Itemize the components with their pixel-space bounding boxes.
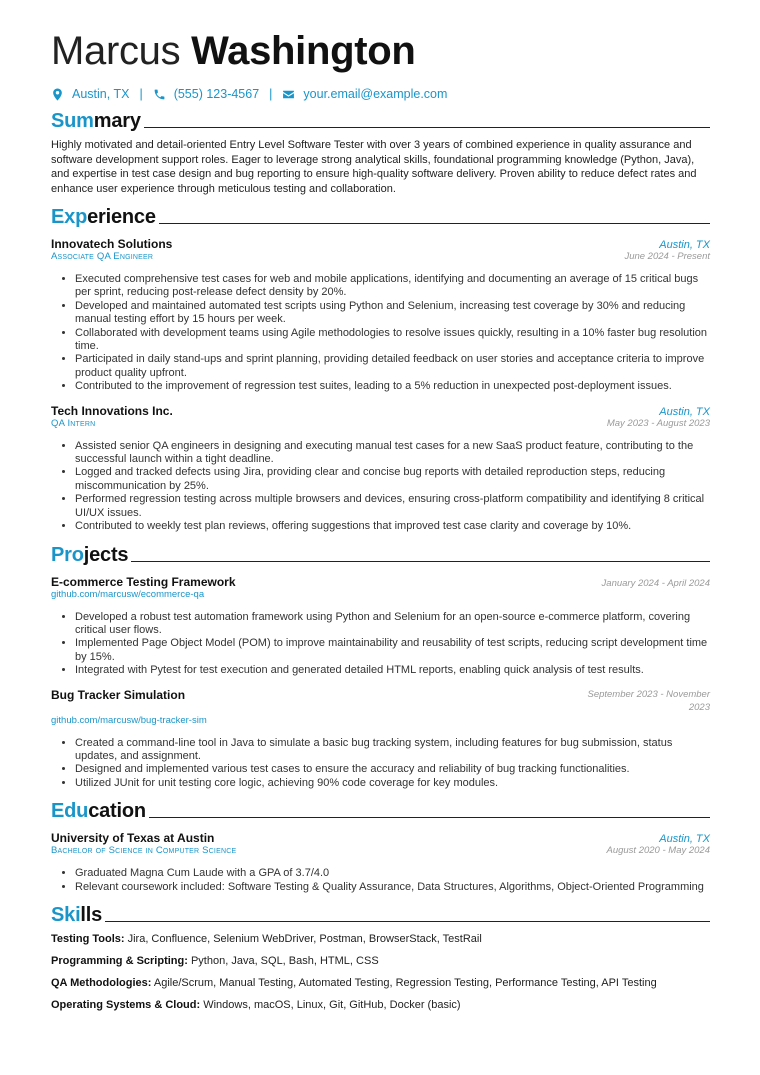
project-link[interactable]: github.com/marcusw/ecommerce-qa — [51, 588, 205, 600]
list-item: • Developed and maintained automated test scripts using Python and Selenium, increasing test coverage by 30% and reducing manual testing effort by 15 hours per week. — [75, 300, 710, 327]
contact-separator: | — [139, 87, 143, 101]
job-title: QA Intern — [51, 417, 96, 429]
list-item: • Relevant coursework included: Software Testing & Quality Assurance, Data Structures, Algorithms, Object-Oriented Programming — [75, 881, 710, 894]
location-text: Austin, TX — [72, 87, 130, 101]
project-dates: January 2024 - April 2024 — [601, 577, 710, 589]
job-bullets — [51, 273, 710, 394]
contact-phone — [153, 87, 259, 101]
list-item: • Contributed to the improvement of regression test suites, leading to a 5% reduction in unexpected post-deployment issues. — [75, 380, 710, 393]
job-dates: May 2023 - August 2023 — [606, 417, 710, 429]
contact-location — [51, 87, 129, 101]
list-item: • Logged and tracked defects using Jira, providing clear and concise bug reports with detailed reproduction steps, reducing miscommunication by 25%. — [75, 466, 710, 493]
skill-value: Python, Java, SQL, Bash, HTML, CSS — [190, 954, 379, 967]
experience-heading — [51, 204, 710, 228]
section-divider — [144, 127, 710, 128]
skill-label: Programming & Scripting: — [51, 954, 188, 967]
skill-label: QA Methodologies: — [51, 976, 152, 989]
project-name: E-commerce Testing Framework — [51, 574, 236, 589]
first-name: Marcus — [51, 29, 181, 73]
section-divider — [159, 223, 710, 224]
school-name: University of Texas at Austin — [51, 831, 215, 846]
skill-row — [51, 932, 710, 946]
list-item: • Performed regression testing across multiple browsers and devices, ensuring cross-platform compatibility and identifying 8 critical UI/UX issues. — [75, 493, 710, 520]
list-item: • Collaborated with development teams using Agile methodologies to resolve issues quickly, resulting in a 10% faster bug resolution time. — [75, 327, 710, 354]
skill-label: Operating Systems & Cloud: — [51, 998, 201, 1011]
summary-text: Highly motivated and detail-oriented Entry Level Software Tester with over 3 years of combined experience in quality assurance and software development support roles. Eager to leverage strong analytical skills, foundational programming knowledge (Python, Java), and expertise in test case design and bug reporting to ensure high-quality software delivery. Proven ability to reduce defect rates and enhance user experience through meticulous testing and collaboration. — [51, 139, 697, 195]
skill-row — [51, 954, 710, 968]
contact-separator: | — [269, 87, 273, 101]
list-item: • Participated in daily stand-ups and sprint planning, providing detailed feedback on user stories and acceptance criteria to improve product quality upfront. — [75, 353, 710, 380]
section-title: Projects — [51, 543, 129, 566]
list-item: • Utilized JUnit for unit testing core logic, achieving 90% code coverage for key modules. — [75, 777, 710, 790]
email-link[interactable]: your.email@example.com — [303, 87, 448, 101]
job-bullets — [51, 440, 710, 534]
project-name: Bug Tracker Simulation — [51, 687, 186, 702]
list-item: • Implemented Page Object Model (POM) to improve maintainability and reusability of test scripts, reducing script development time by 15%. — [75, 637, 710, 664]
education-heading — [51, 798, 710, 822]
envelope-icon — [282, 88, 295, 101]
list-item: • Created a command-line tool in Java to simulate a basic bug tracking system, including features for bug submission, status updates, and assignment. — [75, 737, 710, 764]
skill-row — [51, 976, 710, 990]
job-entry — [51, 237, 710, 394]
skills-heading — [51, 902, 710, 926]
list-item: • Developed a robust test automation framework using Python and Selenium for an open-source e-commerce platform, covering critical user flows. — [75, 611, 710, 638]
project-entry — [51, 688, 710, 791]
list-item: • Designed and implemented various test cases to ensure the accuracy and reliability of bug tracking functionalities. — [75, 763, 710, 776]
last-name: Washington — [191, 29, 416, 73]
section-divider — [131, 561, 710, 562]
section-title: Education — [51, 800, 146, 823]
job-entry — [51, 404, 710, 534]
project-dates: September 2023 - November 2023 — [587, 688, 710, 713]
job-location: Austin, TX — [659, 239, 710, 251]
list-item: • Integrated with Pytest for test execution and generated detailed HTML reports, enabling quick analysis of test results. — [75, 664, 710, 677]
project-entry — [51, 575, 710, 678]
summary-heading — [51, 108, 710, 132]
education-bullets — [51, 867, 710, 894]
contact-email — [282, 87, 447, 101]
candidate-name — [51, 28, 710, 74]
list-item: • Executed comprehensive test cases for web and mobile applications, identifying and documenting an average of 15 critical bugs per sprint, reducing post-release defect density by 20%. — [75, 273, 710, 300]
section-divider — [149, 817, 710, 818]
list-item: • Contributed to weekly test plan reviews, offering suggestions that improved test case clarity and coverage by 10%. — [75, 520, 710, 533]
projects-heading — [51, 542, 710, 566]
project-link[interactable]: github.com/marcusw/bug-tracker-sim — [51, 714, 207, 726]
project-bullets — [51, 737, 710, 791]
list-item: • Graduated Magna Cum Laude with a GPA of 3.7/4.0 — [75, 867, 710, 880]
skill-value: Agile/Scrum, Manual Testing, Automated Testing, Regression Testing, Performance Testing, API Testing — [153, 976, 657, 989]
skill-value: Windows, macOS, Linux, Git, GitHub, Docker (basic) — [203, 998, 461, 1011]
skill-value: Jira, Confluence, Selenium WebDriver, Postman, BrowserStack, TestRail — [127, 932, 482, 945]
section-title: Skills — [51, 903, 103, 926]
skill-label: Testing Tools: — [51, 932, 125, 945]
phone-icon — [153, 88, 166, 101]
phone-text[interactable]: (555) 123-4567 — [173, 87, 260, 101]
job-dates: June 2024 - Present — [624, 251, 710, 262]
degree: Bachelor of Science in Computer Science — [51, 845, 237, 857]
company-name: Tech Innovations Inc. — [51, 403, 173, 418]
education-entry — [51, 831, 710, 894]
section-divider — [105, 921, 710, 922]
job-title: Associate QA Engineer — [51, 251, 154, 262]
section-title: Experience — [51, 206, 156, 228]
section-title: Summary — [51, 110, 141, 132]
education-dates: August 2020 - May 2024 — [606, 845, 710, 857]
skill-row — [51, 998, 710, 1012]
list-item: • Assisted senior QA engineers in designing and executing manual test cases for a new SaaS product feature, contributing to the successful launch within a tight deadline. — [75, 440, 710, 467]
job-location: Austin, TX — [659, 405, 710, 418]
school-location: Austin, TX — [659, 833, 710, 846]
project-bullets — [51, 611, 710, 678]
map-marker-icon — [51, 88, 64, 101]
company-name: Innovatech Solutions — [51, 237, 173, 251]
contact-line — [51, 86, 710, 102]
skills-list — [51, 932, 710, 1012]
